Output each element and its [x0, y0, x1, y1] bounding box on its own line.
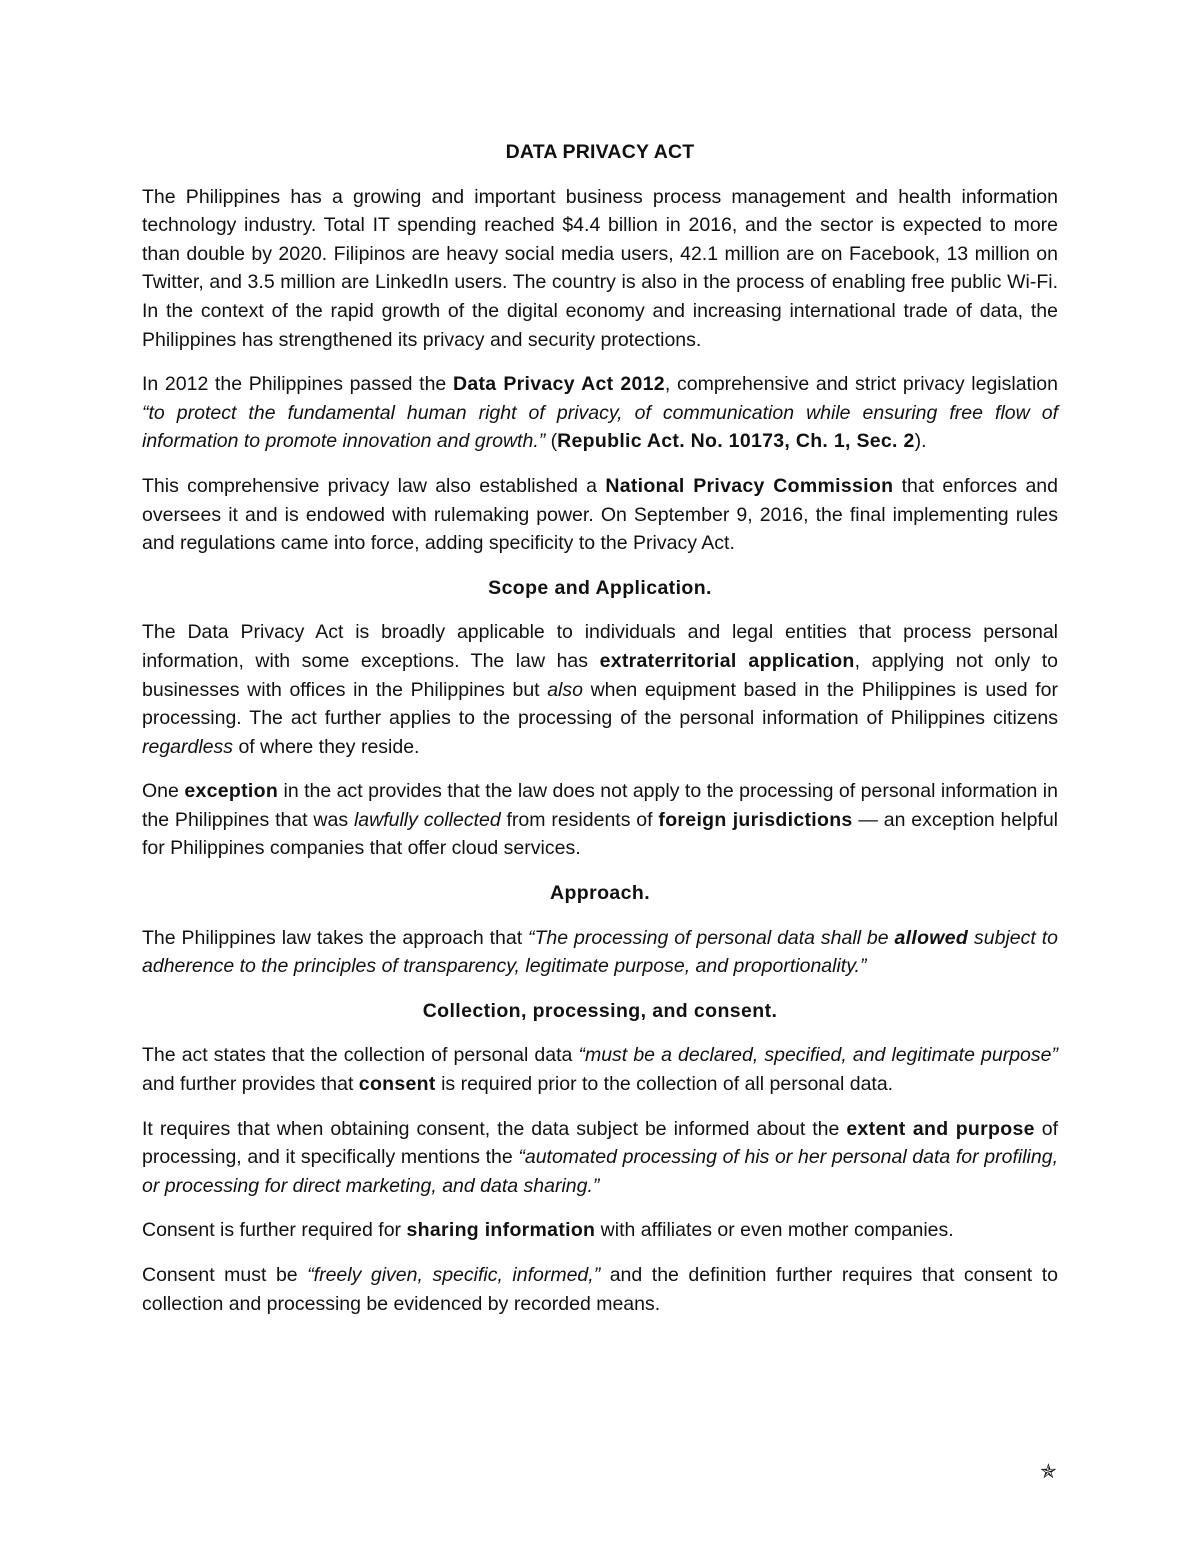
section-heading-scope: Scope and Application.: [488, 576, 712, 599]
quote-run: “to protect the fundamental human right of privacy, of communication while ensuring free flow of information to promote innovation and growth.”: [142, 401, 1058, 453]
quote-run: “must be a declared, specified, and legitimate purpose”: [578, 1044, 1058, 1067]
paragraph-sharing-consent: [142, 1216, 1058, 1245]
bold-run: allowed: [894, 926, 969, 949]
bold-run: extraterritorial application: [599, 649, 855, 672]
text-run: In 2012 the Philippines passed the: [142, 373, 453, 396]
text-run: — an exception helpful for Philippines companies that offer cloud services.: [142, 808, 1059, 860]
italic-run: lawfully collected: [353, 808, 501, 831]
text-run: with affiliates or even mother companies.: [595, 1219, 954, 1242]
text-run: The Data Privacy Act is broadly applicable to individuals and legal entities that process personal information, with some exceptions. The law has: [142, 621, 1058, 672]
text-run: of processing, and it specifically mentions the: [142, 1117, 1058, 1169]
text-run: This comprehensive privacy law also established a: [142, 474, 606, 497]
quote-run: “freely given, specific, informed,”: [307, 1264, 601, 1286]
bold-italic-run: [895, 927, 969, 949]
star-pin-icon: ✯: [1040, 1459, 1057, 1483]
citation-run: Republic Act. No. 10173, Ch. 1, Sec. 2: [557, 430, 915, 453]
paragraph-approach: [142, 924, 1058, 981]
text-run: of where they reside.: [233, 735, 420, 758]
bold-run: exception: [184, 780, 279, 803]
paragraph-informed-consent: [142, 1115, 1058, 1201]
paragraph-exception: [142, 777, 1058, 863]
text-run: in the act provides that the law does not apply to the processing of personal information in the Philippines that was: [142, 780, 1058, 831]
text-run: (: [545, 430, 558, 453]
paragraph-privacy-commission: [142, 472, 1058, 558]
text-run: It requires that when obtaining consent, the data subject be informed about the: [142, 1117, 847, 1140]
text-run: from residents of: [500, 808, 659, 831]
text-run: ).: [914, 430, 927, 453]
document-body: [142, 138, 1058, 1334]
paragraph-consent-definition: [142, 1261, 1058, 1318]
quote-run: subject to adherence to the principles of transparency, legitimate purpose, and proportionality.”: [142, 926, 1058, 978]
bold-run: extent and purpose: [846, 1117, 1035, 1140]
text-run: , applying not only to businesses with offices in the Philippines but: [142, 649, 1058, 701]
text-run: The act states that the collection of personal data: [142, 1044, 579, 1067]
text-run: Consent must be: [142, 1264, 308, 1286]
paragraph-scope: [142, 618, 1058, 761]
bold-run: sharing information: [406, 1219, 596, 1242]
quote-run: “automated processing of his or her personal data for profiling, or processing for direct marketing, and data sharing.”: [142, 1146, 1058, 1197]
paragraph-intro: The Philippines has a growing and important business process management and health information technology industry. Total IT spending reached $4.4 billion in 2016, and the sector is expected to more than double by 2020. Filipinos are heavy social media users, 42.1 million are on Facebook, 13 million on Twitter, and 3.5 million are LinkedIn users. The country is also in the process of enabling free public Wi-Fi. In the context of the rapid growth of the digital economy and increasing international trade of data, the Philippines has strengthened its privacy and security protections.: [142, 185, 1058, 351]
text-run: is required prior to the collection of all personal data.: [435, 1073, 894, 1096]
paragraph-data-privacy-act-2012: [142, 370, 1058, 456]
section-heading-collection: Collection, processing, and consent.: [422, 999, 778, 1022]
text-run: Consent is further required for: [142, 1219, 407, 1242]
italic-run: also: [547, 678, 583, 701]
text-run: One: [142, 780, 185, 803]
page-title: DATA PRIVACY ACT: [505, 141, 695, 163]
text-run: and further provides that: [142, 1073, 359, 1096]
text-run: that enforces and oversees it and is endowed with rulemaking power. On September 9, 2016, the final implementing rules and regulations came into force, adding specificity to the Privacy Act.: [142, 474, 1058, 555]
text-run: , comprehensive and strict privacy legislation: [664, 373, 1058, 396]
paragraph-collection: [142, 1041, 1058, 1098]
italic-run: regardless: [142, 735, 234, 758]
bold-run: consent: [358, 1073, 436, 1096]
quote-run: “The processing of personal data shall be: [528, 926, 895, 949]
bold-run: Data Privacy Act 2012: [452, 373, 665, 396]
text-run: when equipment based in the Philippines is used for processing. The act further applies to the processing of the personal information of Philippines citizens: [142, 678, 1058, 730]
text-run: The Philippines law takes the approach that: [142, 926, 529, 949]
bold-run: National Privacy Commission: [605, 474, 894, 497]
text-run: and the definition further requires that consent to collection and processing be evidenced by recorded means.: [142, 1264, 1058, 1315]
section-heading-approach: Approach.: [549, 882, 651, 905]
bold-run: foreign jurisdictions: [658, 808, 853, 831]
